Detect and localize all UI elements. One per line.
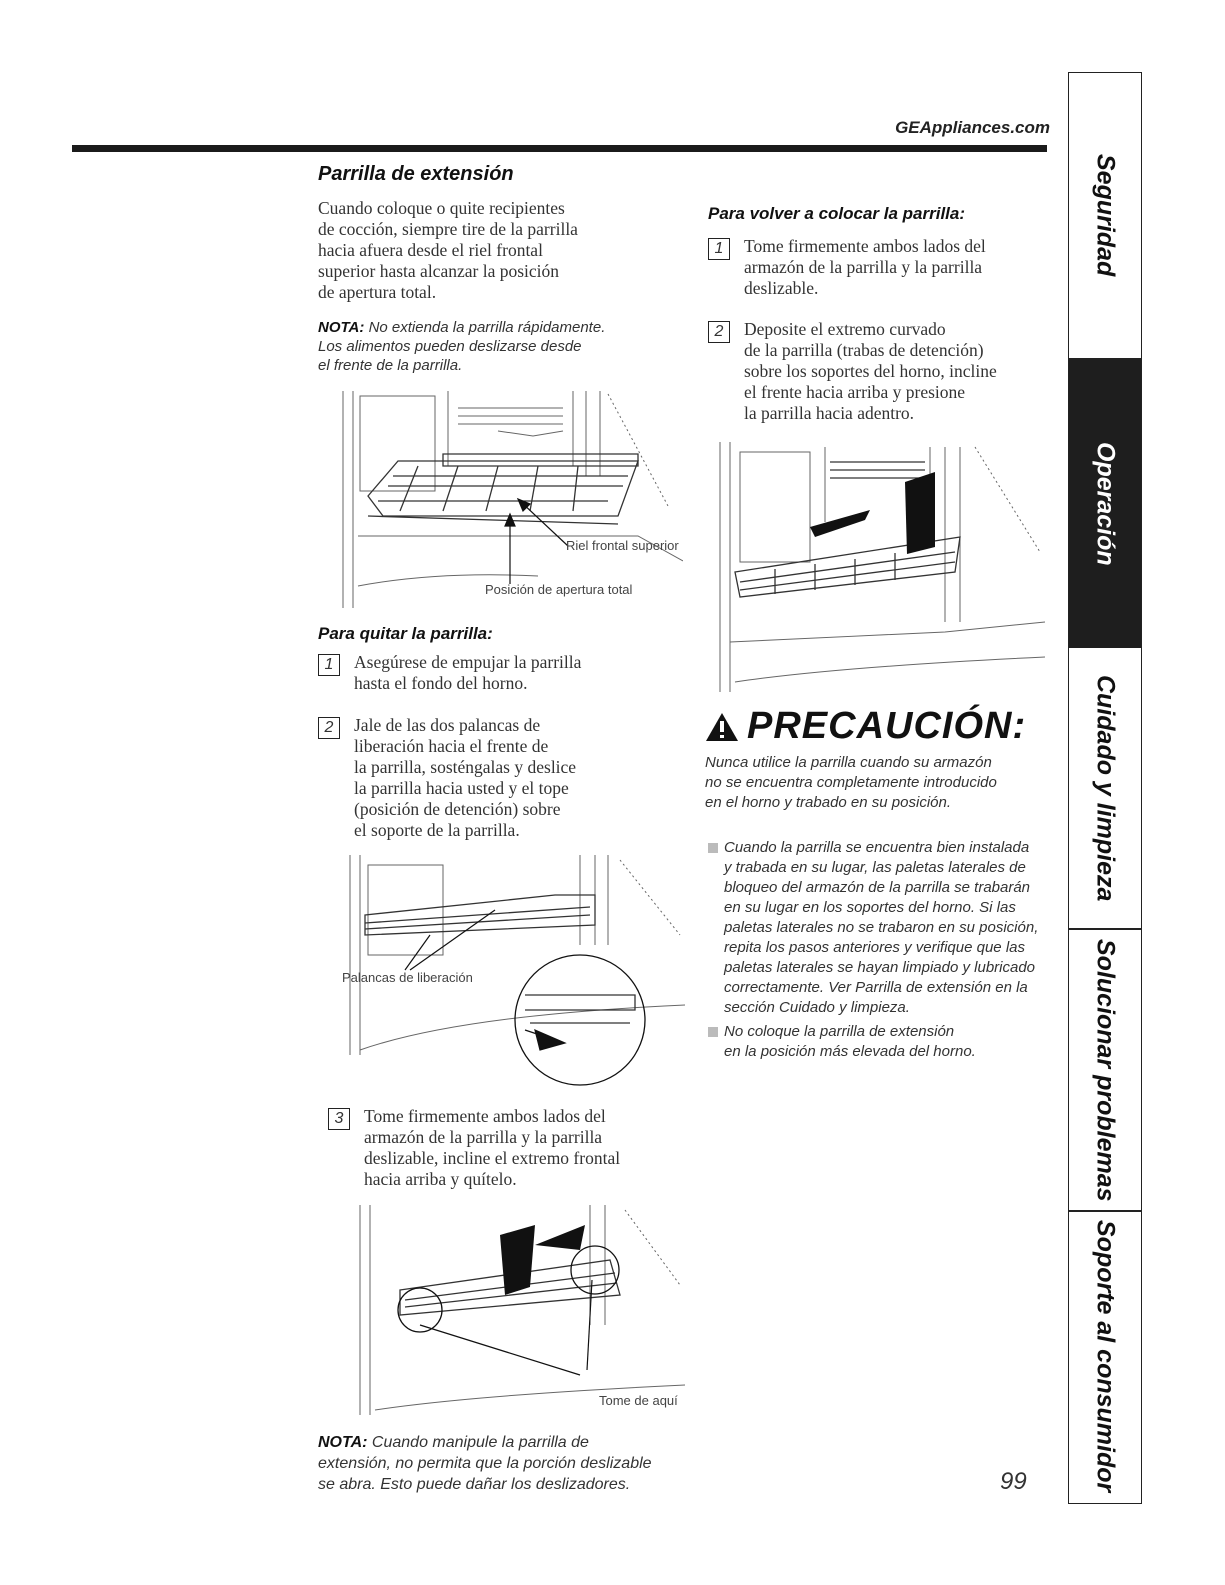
figure-release-levers <box>340 855 685 1087</box>
label-top-rail: Riel frontal superior <box>566 538 679 553</box>
label-release-levers: Palancas de liberación <box>342 970 473 985</box>
caution-text: Nunca utilice la parrilla cuando su armazón no se encuentra completamente introducido en el horno y trabado en su posición. <box>705 754 997 811</box>
note-speed: NOTA: No extienda la parrilla rápidamente. Los alimentos pueden deslizarse desde el frente de la parrilla. <box>318 319 606 374</box>
replace-step-2: 2 Deposite el extremo curvado de la parrilla (trabas de detención) sobre los soportes del horno, incline el frente hacia arriba y presione la parrilla hacia adentro. <box>708 319 1048 424</box>
warning-icon <box>705 712 739 742</box>
remove-step-1: 1 Asegúrese de empujar la parrilla hasta el fondo del horno. <box>318 652 688 694</box>
figure-remove-rack <box>355 1205 685 1427</box>
header-rule <box>72 145 1047 152</box>
tab-seguridad[interactable]: Seguridad <box>1091 154 1120 277</box>
replace-rack-heading: Para volver a colocar la parrilla: <box>708 204 966 223</box>
figure-full-open <box>338 386 683 608</box>
site-url: GEAppliances.com <box>895 118 1050 137</box>
replace-step-1: 1 Tome firmemente ambos lados del armazón de la parrilla y la parrilla deslizable. <box>708 236 1048 299</box>
caution-bullet-2: No coloque la parrilla de extensión en la posición más elevada del horno. <box>708 1022 1053 1062</box>
tab-operacion[interactable]: Operación <box>1069 360 1141 648</box>
label-open-position: Posición de apertura total <box>485 582 633 597</box>
remove-step-3: 3 Tome firmemente ambos lados del armazón de la parrilla y la parrilla deslizable, incline el extremo frontal hacia arriba y quítelo. <box>328 1106 698 1190</box>
caution-bullet-1: Cuando la parrilla se encuentra bien instalada y trabada en su lugar, las paletas laterales de bloqueo del armazón de la parrilla se trabarán en su lugar en los soportes del horno. Si las paletas laterales no se trabaron en su posición, repita los pasos anteriores y verifique que las paletas laterales se hayan limpiado y lubricado correctamente. Ver Parrilla de extensión en la sección Cuidado y limpieza. <box>708 838 1053 1018</box>
remove-rack-heading: Para quitar la parrilla: <box>318 624 493 643</box>
tab-cuidado-limpieza[interactable]: Cuidado y limpieza <box>1091 674 1120 902</box>
intro-paragraph: Cuando coloque o quite recipientes de cocción, siempre tire de la parrilla hacia afuera desde el riel frontal superior hasta alcanzar la posición de apertura total. <box>318 198 578 302</box>
section-tabs <box>1068 72 1142 1504</box>
figure-replace-rack <box>715 442 1045 700</box>
section-title: Parrilla de extensión <box>318 163 514 185</box>
remove-step-2: 2 Jale de las dos palancas de liberación hacia el frente de la parrilla, sosténgalas y deslice la parrilla hacia usted y el tope (posición de detención) sobre el soporte de la parrilla. <box>318 715 688 841</box>
caution-heading: PRECAUCIÓN: <box>705 705 1026 748</box>
tab-solucionar-problemas[interactable]: Solucionar problemas <box>1091 938 1120 1202</box>
label-grab-here: Tome de aquí <box>599 1393 678 1408</box>
tab-soporte-consumidor[interactable]: Soporte al consumidor <box>1091 1219 1120 1493</box>
page-number: 99 <box>1000 1468 1027 1495</box>
note-handling: NOTA: Cuando manipule la parrilla de extensión, no permita que la porción deslizable se abra. Esto puede dañar los deslizadores. <box>318 1434 652 1493</box>
